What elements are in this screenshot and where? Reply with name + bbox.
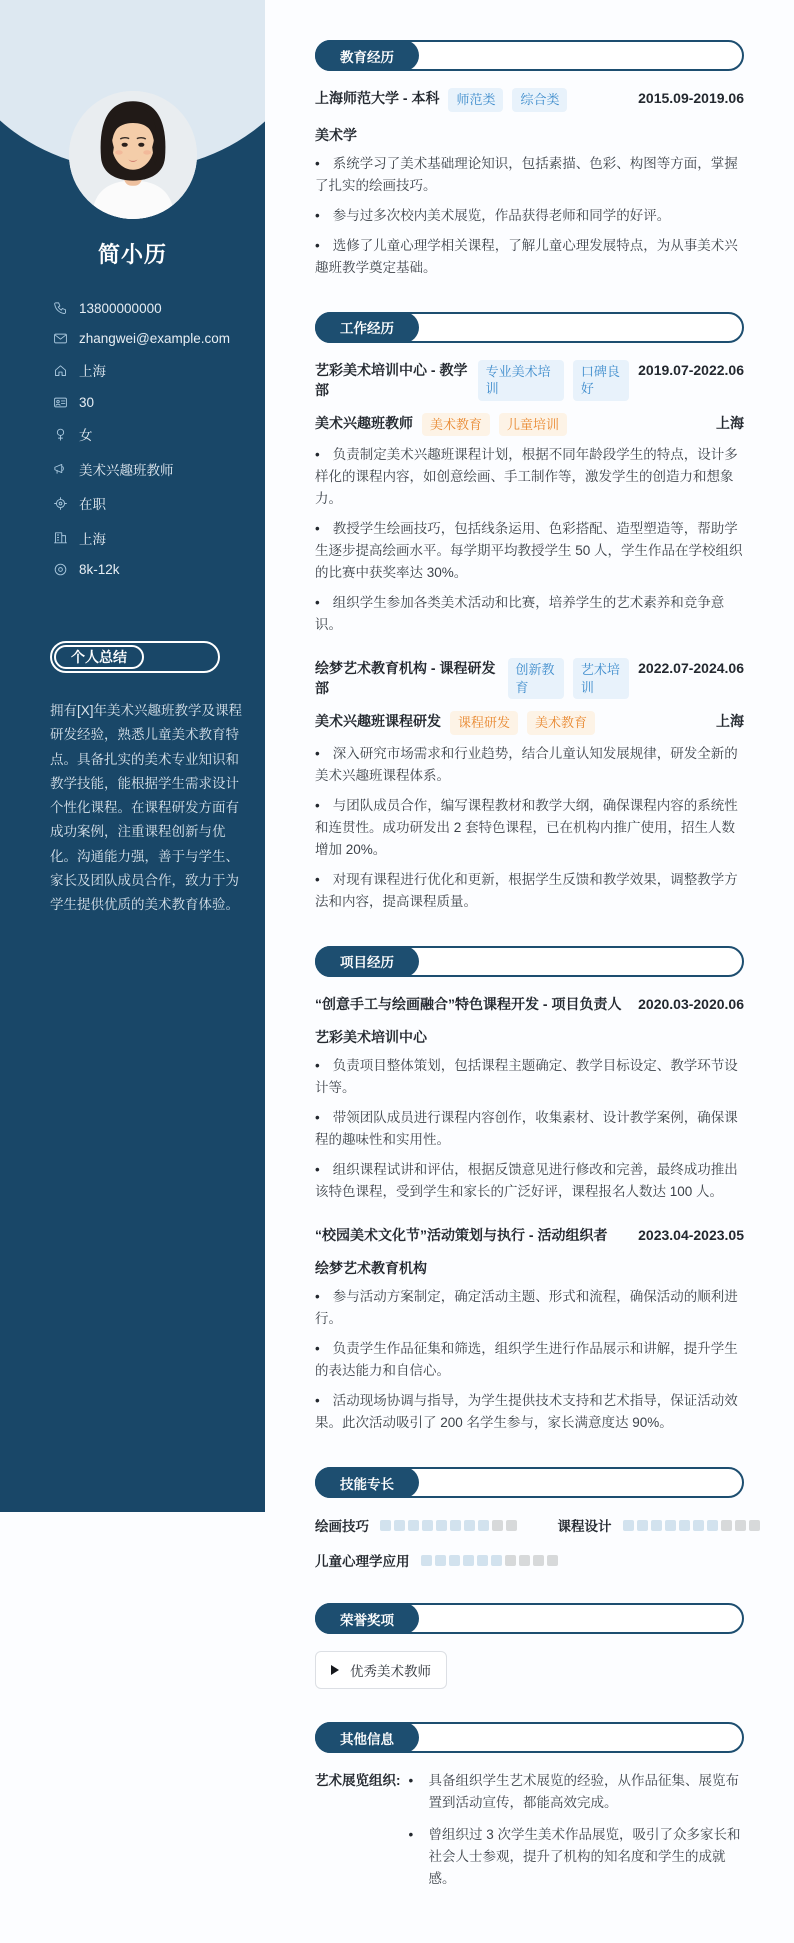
tag-blue: 师范类 bbox=[448, 88, 503, 112]
skill-square bbox=[735, 1520, 746, 1531]
contact-item bbox=[53, 562, 247, 577]
date-range: 2022.07-2024.06 bbox=[638, 660, 744, 677]
bullet-item: • 活动现场协调与指导，为学生提供技术支持和艺术指导，保证活动效果。此次活动吸引了 200 名学生参与，家长满意度达 90%。 bbox=[315, 1390, 744, 1434]
project-name: “创意手工与绘画融合”特色课程开发 - 项目负责人 bbox=[315, 995, 622, 1012]
project-entry bbox=[315, 1225, 744, 1434]
expand-triangle-icon bbox=[331, 1665, 339, 1675]
skill-square bbox=[519, 1555, 530, 1566]
other-info-row bbox=[315, 1770, 744, 1900]
age-icon bbox=[53, 395, 68, 410]
skill-square bbox=[477, 1555, 488, 1566]
skill-item bbox=[315, 1550, 558, 1570]
section-header bbox=[315, 1603, 744, 1634]
contact-item bbox=[53, 493, 247, 513]
skill-square bbox=[436, 1520, 447, 1531]
tag-blue: 综合类 bbox=[512, 88, 567, 112]
skill-level-bar bbox=[623, 1520, 760, 1531]
contact-text: 上海 bbox=[79, 364, 106, 379]
project-name: “校园美术文化节”活动策划与执行 - 活动组织者 bbox=[315, 1227, 608, 1244]
position-row bbox=[315, 711, 744, 735]
phone-icon bbox=[53, 301, 68, 316]
other-info-label: 艺术展览组织: bbox=[315, 1773, 401, 1789]
date-range: 2020.03-2020.06 bbox=[638, 995, 744, 1012]
section-title: 技能专长 bbox=[315, 1467, 419, 1498]
bullet-list bbox=[315, 153, 744, 279]
major-name: 美术学 bbox=[315, 126, 357, 143]
skill-item bbox=[558, 1515, 760, 1535]
other-bullet-list bbox=[409, 1770, 745, 1900]
skill-square bbox=[421, 1555, 432, 1566]
bullet-item: • 曾组织过 3 次学生美术作品展览，吸引了众多家长和社会人士参观，提升了机构的知名度和学生的成就感。 bbox=[409, 1824, 745, 1890]
section-header bbox=[315, 1467, 744, 1498]
bullet-list bbox=[315, 1055, 744, 1203]
skill-square bbox=[478, 1520, 489, 1531]
skill-square bbox=[505, 1555, 516, 1566]
bullet-item: • 参与活动方案制定，确定活动主题、形式和流程，确保活动的顺利进行。 bbox=[315, 1286, 744, 1330]
status-icon bbox=[53, 496, 68, 511]
skill-square bbox=[533, 1555, 544, 1566]
tag-orange: 儿童培训 bbox=[499, 413, 567, 437]
skill-square bbox=[637, 1520, 648, 1531]
tag-blue: 口碑良好 bbox=[573, 360, 629, 401]
section-other-info bbox=[315, 1722, 744, 1900]
skill-square bbox=[491, 1555, 502, 1566]
tag-blue: 创新教育 bbox=[508, 658, 564, 699]
contact-item bbox=[53, 528, 247, 548]
skill-square bbox=[380, 1520, 391, 1531]
date-range: 2023.04-2023.05 bbox=[638, 1227, 744, 1244]
bullet-item: • 对现有课程进行优化和更新，根据学生反馈和教学效果，调整教学方法和内容，提高课程质量。 bbox=[315, 869, 744, 913]
skill-level-bar bbox=[421, 1555, 558, 1566]
tag-orange: 美术教育 bbox=[527, 711, 595, 735]
contact-text: zhangwei@example.com bbox=[79, 330, 231, 346]
bullet-item: • 系统学习了美术基础理论知识，包括素描、色彩、构图等方面，掌握了扎实的绘画技巧。 bbox=[315, 153, 744, 197]
position-row bbox=[315, 413, 744, 437]
entry-title-row bbox=[315, 360, 744, 401]
skill-square bbox=[464, 1520, 475, 1531]
work-entry bbox=[315, 658, 744, 913]
skill-square bbox=[665, 1520, 676, 1531]
project-organization: 绘梦艺术教育机构 bbox=[315, 1260, 427, 1277]
skill-square bbox=[463, 1555, 474, 1566]
skill-square bbox=[721, 1520, 732, 1531]
section-projects bbox=[315, 946, 744, 1435]
contact-list bbox=[0, 301, 265, 577]
mail-icon bbox=[53, 331, 68, 346]
project-organization: 艺彩美术培训中心 bbox=[315, 1029, 427, 1046]
contact-text: 女 bbox=[79, 428, 93, 443]
bullet-item: • 与团队成员合作，编写课程教材和教学大纲，确保课程内容的系统性和连贯性。成功研发出 2 套特色课程，已在机构内推广使用，招生人数增加 20%。 bbox=[315, 795, 744, 861]
skill-square bbox=[449, 1555, 460, 1566]
bullet-list bbox=[315, 743, 744, 913]
work-entry bbox=[315, 360, 744, 637]
contact-text: 8k-12k bbox=[79, 562, 120, 577]
bullet-item: • 组织学生参加各类美术活动和比赛，培养学生的艺术素养和竞争意识。 bbox=[315, 592, 744, 636]
section-title: 其他信息 bbox=[315, 1722, 419, 1753]
summary-section-title: 个人总结 bbox=[54, 645, 144, 669]
bullet-item: • 负责制定美术兴趣班课程计划，根据不同年龄段学生的特点，设计多样化的课程内容，如创意绘画、手工制作等，激发学生的创造力和想象力。 bbox=[315, 444, 744, 510]
job-icon bbox=[53, 461, 68, 476]
section-skills bbox=[315, 1467, 744, 1570]
position-name: 美术兴趣班教师 bbox=[315, 414, 413, 431]
entry-title-row bbox=[315, 658, 744, 699]
contact-item bbox=[53, 395, 247, 410]
tag-orange: 美术教育 bbox=[422, 413, 490, 437]
building-icon bbox=[53, 530, 68, 545]
entry-title-row bbox=[315, 1225, 744, 1245]
bullet-item: • 组织课程试讲和评估，根据反馈意见进行修改和完善，最终成功推出该特色课程，受到学生和家长的广泛好评，课程报名人数达 100 人。 bbox=[315, 1159, 744, 1203]
work-location: 上海 bbox=[716, 414, 744, 431]
summary-section-badge bbox=[50, 641, 220, 673]
contact-text: 美术兴趣班教师 bbox=[79, 462, 174, 478]
honor-label: 优秀美术教师 bbox=[350, 1664, 431, 1680]
date-range: 2015.09-2019.06 bbox=[638, 90, 744, 106]
sidebar bbox=[0, 0, 265, 1512]
skill-square bbox=[506, 1520, 517, 1531]
section-header bbox=[315, 1722, 744, 1753]
skill-square bbox=[623, 1520, 634, 1531]
contact-item bbox=[53, 459, 247, 479]
skill-label: 绘画技巧 bbox=[315, 1519, 369, 1535]
skill-square bbox=[707, 1520, 718, 1531]
education-entry bbox=[315, 88, 744, 279]
contact-text: 13800000000 bbox=[79, 301, 162, 316]
bullet-item: • 选修了儿童心理学相关课程，了解儿童心理发展特点，为从事美术兴趣班教学奠定基础。 bbox=[315, 235, 744, 279]
contact-item bbox=[53, 301, 247, 316]
contact-text: 上海 bbox=[79, 531, 106, 547]
salary-icon bbox=[53, 562, 68, 577]
entry-title-row bbox=[315, 994, 744, 1014]
contact-text: 30 bbox=[79, 394, 95, 410]
tag-orange: 课程研发 bbox=[450, 711, 518, 735]
work-location: 上海 bbox=[716, 713, 744, 730]
contact-text: 在职 bbox=[79, 497, 106, 512]
section-work bbox=[315, 312, 744, 913]
tag-blue: 专业美术培训 bbox=[478, 360, 564, 401]
section-honors bbox=[315, 1603, 744, 1689]
home-icon bbox=[53, 363, 68, 378]
section-header bbox=[315, 40, 744, 71]
company-name: 绘梦艺术教育机构 - 课程研发部 bbox=[315, 660, 496, 697]
bullet-item: • 带领团队成员进行课程内容创作，收集素材、设计教学案例，确保课程的趣味性和实用性。 bbox=[315, 1107, 744, 1151]
bullet-item: • 教授学生绘画技巧，包括线条运用、色彩搭配、造型塑造等，帮助学生逐步提高绘画水平。每学期平均教授学生 50 人，学生作品在学校组织的比赛中获奖率达 30%。 bbox=[315, 518, 744, 584]
bullet-item: • 深入研究市场需求和行业趋势，结合儿童认知发展规律，研发全新的美术兴趣班课程体系。 bbox=[315, 743, 744, 787]
personal-summary-text: 拥有[X]年美术兴趣班教学及课程研发经验，熟悉儿童美术教育特点。具备扎实的美术专业知识和教学技能，能根据学生需求设计个性化课程。在课程研发方面有成功案例，注重课程创新与优化。沟通能力强，善于与学生、家长及团队成员合作，致力于为学生提供优质的美术教育体验。 bbox=[50, 703, 243, 913]
section-title: 项目经历 bbox=[315, 946, 419, 977]
project-entry bbox=[315, 994, 744, 1203]
resume-main bbox=[265, 0, 794, 1943]
honor-item-button[interactable] bbox=[315, 1651, 447, 1689]
skill-square bbox=[408, 1520, 419, 1531]
date-range: 2019.07-2022.06 bbox=[638, 361, 744, 378]
position-name: 美术兴趣班课程研发 bbox=[315, 713, 441, 730]
company-name: 艺彩美术培训中心 - 教学部 bbox=[315, 361, 468, 398]
bullet-item: • 负责学生作品征集和筛选，组织学生进行作品展示和讲解，提升学生的表达能力和自信心。 bbox=[315, 1338, 744, 1382]
skill-item bbox=[315, 1515, 558, 1535]
bullet-item: • 具备组织学生艺术展览的经验，从作品征集、展览布置到活动宣传，都能高效完成。 bbox=[409, 1770, 745, 1814]
skill-square bbox=[450, 1520, 461, 1531]
skill-square bbox=[679, 1520, 690, 1531]
gender-icon bbox=[53, 427, 68, 442]
skill-square bbox=[651, 1520, 662, 1531]
skill-square bbox=[394, 1520, 405, 1531]
candidate-name: 简小历 bbox=[97, 242, 167, 267]
skill-square bbox=[435, 1555, 446, 1566]
skill-grid bbox=[315, 1515, 744, 1570]
tag-blue: 艺术培训 bbox=[573, 658, 629, 699]
contact-item bbox=[53, 360, 247, 380]
contact-item bbox=[53, 331, 247, 346]
entry-title-row bbox=[315, 88, 744, 112]
bullet-item: • 参与过多次校内美术展览，作品获得老师和同学的好评。 bbox=[315, 205, 744, 227]
section-title: 教育经历 bbox=[315, 40, 419, 71]
section-title: 工作经历 bbox=[315, 312, 419, 343]
bullet-list bbox=[315, 444, 744, 636]
skill-square bbox=[492, 1520, 503, 1531]
skill-square bbox=[547, 1555, 558, 1566]
skill-label: 课程设计 bbox=[557, 1519, 612, 1535]
skill-level-bar bbox=[380, 1520, 517, 1531]
skill-square bbox=[693, 1520, 704, 1531]
section-header bbox=[315, 312, 744, 343]
bullet-list bbox=[315, 1286, 744, 1434]
skill-label: 儿童心理学应用 bbox=[315, 1554, 410, 1570]
contact-item bbox=[53, 424, 247, 444]
school-name: 上海师范大学 - 本科 bbox=[315, 90, 440, 106]
section-education bbox=[315, 40, 744, 279]
section-header bbox=[315, 946, 744, 977]
skill-square bbox=[749, 1520, 760, 1531]
bullet-item: • 负责项目整体策划，包括课程主题确定、教学目标设定、教学环节设计等。 bbox=[315, 1055, 744, 1099]
section-title: 荣誉奖项 bbox=[315, 1603, 419, 1634]
skill-square bbox=[422, 1520, 433, 1531]
